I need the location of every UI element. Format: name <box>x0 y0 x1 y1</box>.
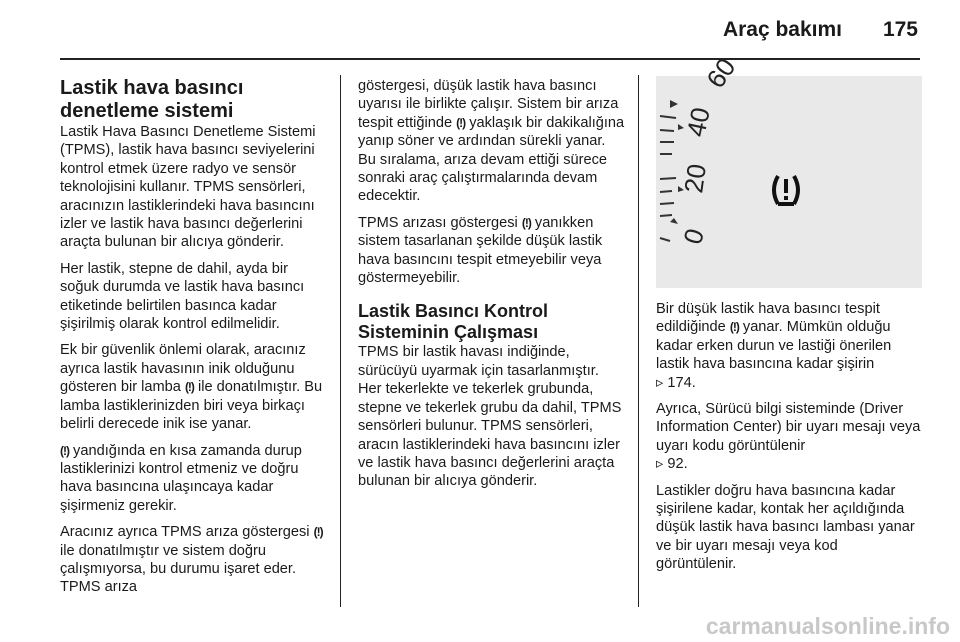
column-2 <box>358 77 626 499</box>
tick-marker-icon <box>670 100 678 108</box>
page-reference[interactable]: 92. <box>667 456 688 473</box>
gauge-label-40: 40 <box>680 104 716 140</box>
tire-pressure-warning-icon: (!) <box>521 215 531 230</box>
paragraph: Ayrıca, Sürücü bilgi sisteminde (Driver Information Center) bir uyarı mesajı veya uyarı kodu görüntülenir ▹ 92. <box>656 401 921 473</box>
tire-pressure-warning-icon: (!) <box>313 525 323 540</box>
paragraph: Ek bir güvenlik önlemi olarak, aracınız ayrıca lastik havasının inik olduğunu gösteren bir lamba (!) ile donatılmıştır. Bu lamba lastiklerinizden biri veya birkaçı belirli derecede inik ise yanar. <box>60 342 323 433</box>
paragraph: (!) yandığında en kısa zamanda durup lastiklerinizi kontrol etmeniz ve doğru hava basıncına ulaşıncaya kadar şişirmeniz gerekir. <box>60 442 302 514</box>
paragraph: Lastikler doğru hava basıncına kadar şişirilene kadar, kontak her açıldığında düşük lastik hava basıncı lambası yanar ve bir uyarı mesajı veya kod görüntülenir. <box>656 482 915 573</box>
paragraph: TPMS arızası göstergesi (!) yanıkken sistem tasarlanan şekilde düşük lastik hava basıncını tespit etmeyebilir veya göstermeyebilir. <box>358 214 603 287</box>
section-heading-operation: Lastik Basıncı Kontrol Sisteminin Çalışması <box>358 301 549 343</box>
watermark: carmanualsonline.info <box>705 613 950 639</box>
gauge-label-60: 60 <box>700 52 742 94</box>
header-title: Araç bakımı <box>722 18 842 41</box>
paragraph: göstergesi, düşük lastik hava basıncı uyarısı ile birlikte çalışır. Sistem bir arıza tespit ettiğinde (!) yaklaşık bir dakikalığına yanıp söner ve ardından sürekli yanar. Bu sıralama, arıza devam ettiği sürece sonraki araç çalıştırmalarında devam edecektir. <box>358 78 625 205</box>
paragraph: TPMS bir lastik havası indiğinde, sürücüyü uyarmak için tasarlanmıştır. Her tekerlekte ve tekerlek grubunda, stepne ve tekerlek grubu da dahil, TPMS sensörleri bulunur. TPMS sensörleri, aracın lastiklerindeki hava basıncını izler ve lastik hava basıncı değerlerini araçta bulunan bir alıcıya gönderir. <box>358 344 622 490</box>
tire-pressure-warning-icon: (!) <box>456 115 466 130</box>
gauge-svg <box>656 52 922 288</box>
tire-pressure-warning-icon <box>774 176 798 204</box>
column-divider <box>638 75 639 607</box>
column-3 <box>656 300 922 582</box>
gauge-label-0: 0 <box>677 224 711 248</box>
tire-pressure-warning-icon: (!) <box>729 320 739 335</box>
page-reference-arrow-icon: ▹ <box>656 374 664 391</box>
tire-pressure-warning-icon: (!) <box>60 443 69 458</box>
tire-pressure-warning-icon: (!) <box>184 380 194 395</box>
paragraph: Bir düşük lastik hava basıncı tespit edildiğinde (!) yanar. Mümkün olduğu kadar erken durun ve lastiği önerilen lastik hava basıncına kadar şişirin ▹ 174. <box>656 301 892 391</box>
paragraph: Aracınız ayrıca TPMS arıza göstergesi (!) ile donatılmıştır ve sistem doğru çalışmıyorsa, bu durumu işaret eder. TPMS arıza <box>60 524 323 596</box>
column-divider <box>340 75 341 607</box>
page-reference[interactable]: 174. <box>667 374 696 391</box>
paragraph: Her lastik, stepne de dahil, ayda bir soğuk durumda ve lastik hava basıncı etiketinde belirtilen basınca kadar şişirilmiş olarak kontrol edilmelidir. <box>60 260 305 333</box>
page-reference-arrow-icon: ▹ <box>656 456 664 473</box>
gauge-illustration <box>656 52 922 288</box>
paragraph: Lastik Hava Basıncı Denetleme Sistemi (TPMS), lastik hava basıncı seviyelerini kontrol etmek üzere radyo ve sensör teknolojisini kullanır. TPMS sensörleri, aracınızın lastiklerindeki hava basıncını izler ve lastik hava basıncı değerlerini araçta bulunan bir alıcıya gönderir. <box>60 124 316 251</box>
header-rule <box>60 58 920 60</box>
column-1 <box>60 77 328 605</box>
section-heading-tpms: Lastik hava basıncı denetleme sistemi <box>60 77 244 122</box>
page-number: 175 <box>882 18 918 41</box>
gauge-label-20: 20 <box>678 162 712 195</box>
